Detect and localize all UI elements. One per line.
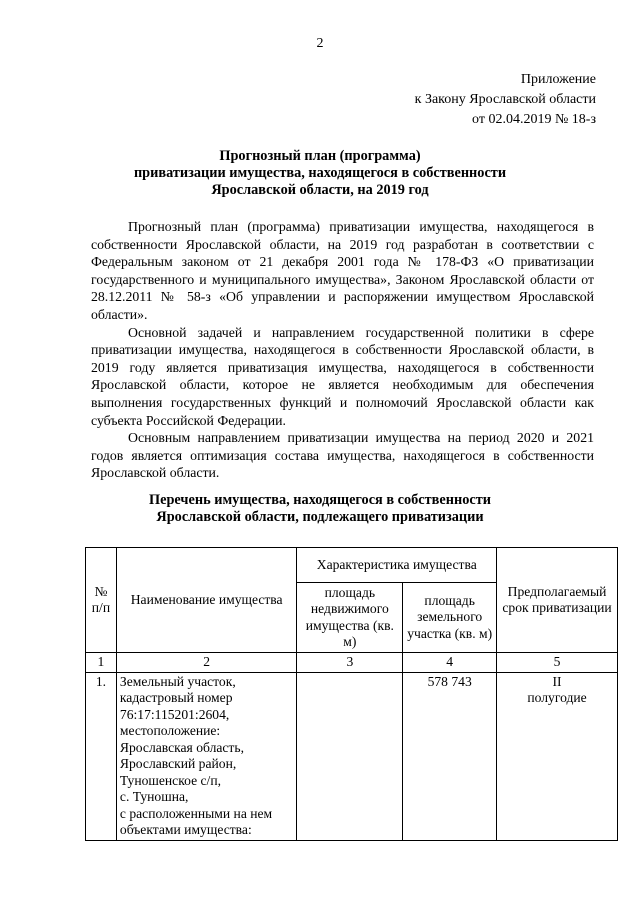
row-name-line: местоположение: (119, 723, 221, 738)
column-number: 3 (297, 653, 403, 673)
row-term (497, 672, 618, 840)
column-number: 5 (497, 653, 618, 673)
document-title-line-3: Ярославской области, на 2019 год (211, 182, 429, 198)
property-table (85, 547, 618, 841)
column-number-row (86, 653, 618, 673)
row-name (116, 672, 297, 840)
header-building-area: площадь недвижимого имущества (кв. м) (297, 583, 403, 653)
row-building-area (297, 672, 403, 840)
row-name-line: объектами имущества: (119, 822, 252, 837)
row-name-line: Туношенское с/п, (119, 772, 222, 788)
row-name-line: Земельный участок, (119, 673, 236, 689)
appendix-line-2: к Закону Ярославской области (414, 92, 596, 107)
row-term-line-2: полугодие (527, 690, 587, 705)
row-land-area: 578 743 (403, 672, 497, 840)
list-title-line-2: Ярославской области, подлежащего приватизации (156, 509, 484, 525)
paragraph-2: Основной задачей и направлением государственной политики в сфере приватизации имущества, находящегося в собственности Ярославской области, в 2019 году является приватизация имущества, находящегося в собственности Ярославской области, которое не является необходимым для обеспечения выполнения государственных функций и полномочий Ярославской области как субъекта Российской Федерации. (91, 324, 594, 428)
row-number: 1. (86, 672, 117, 840)
header-name: Наименование имущества (116, 548, 297, 653)
page-number: 2 (316, 36, 324, 51)
column-number: 1 (86, 653, 117, 673)
row-name-line: Ярославская область, (119, 739, 244, 755)
table-header-row (86, 548, 618, 583)
header-land-area: площадь земельного участка (кв. м) (403, 583, 497, 653)
row-name-line: с расположенными на нем (119, 805, 273, 821)
appendix-line-1: Приложение (520, 72, 596, 87)
document-title (0, 148, 640, 199)
row-name-line: 76:17:115201:2604, (119, 706, 230, 722)
column-number: 4 (403, 653, 497, 673)
body-text (91, 218, 594, 482)
document-title-line-2: приватизации имущества, находящегося в собственности (133, 165, 507, 181)
appendix-line-3: от 02.04.2019 № 18-з (472, 112, 596, 127)
column-number: 2 (116, 653, 297, 673)
paragraph-3: Основным направлением приватизации имущества на период 2020 и 2021 годов является оптимизация состава имущества, находящегося в собственности Ярославской области. (91, 430, 594, 481)
row-term-line-1: II (552, 673, 562, 689)
document-title-line-1: Прогнозный план (программа) (219, 148, 421, 164)
table-row (86, 672, 618, 840)
row-name-line: кадастровый номер (119, 690, 233, 705)
paragraph-1: Прогнозный план (программа) приватизации имущества, находящегося в собственности Ярославской области, на 2019 год разработан в соответствии с Федеральным законом от 21 декабря 2001 года № 178-ФЗ «О приватизации государственного и муниципального имущества», Законом Ярославской области от 28.12.2011 № 58-з «Об управлении и распоряжении имуществом Ярославской области». (91, 219, 594, 322)
row-name-line: Ярославский район, (119, 756, 237, 771)
list-title (0, 492, 640, 526)
header-number: № п/п (86, 548, 117, 653)
appendix-block (415, 70, 596, 130)
header-characteristics: Характеристика имущества (297, 548, 497, 583)
header-term: Предполагаемый срок приватизации (497, 548, 618, 653)
row-name-line: с. Туношна, (119, 789, 189, 804)
list-title-line-1: Перечень имущества, находящегося в собственности (149, 492, 491, 508)
